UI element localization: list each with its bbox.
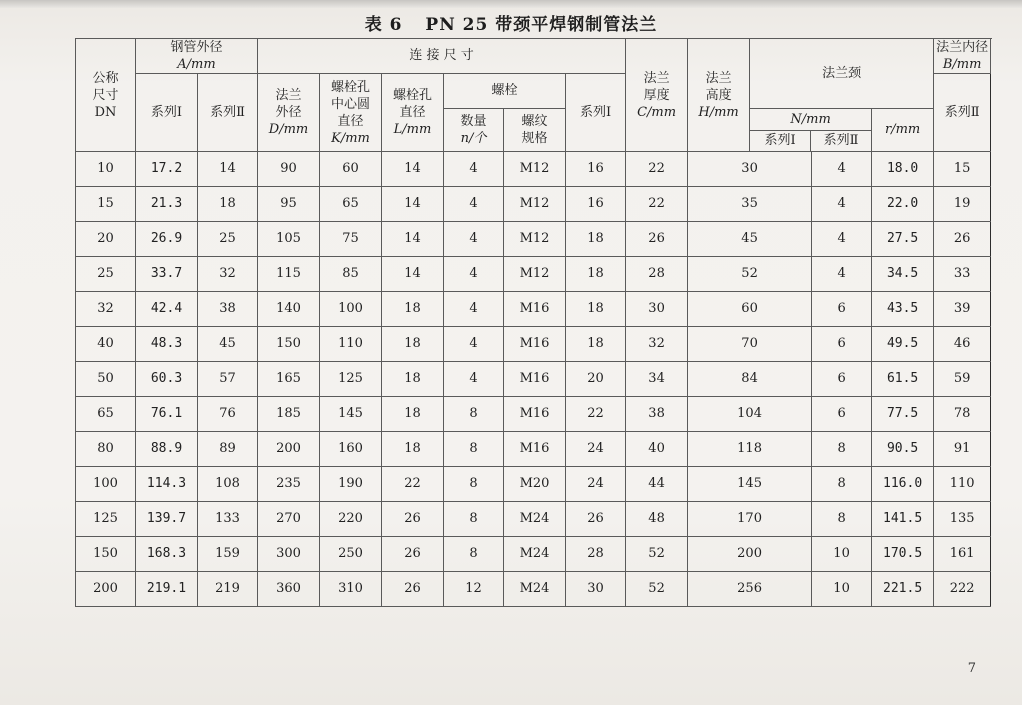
- cell-dn: 32: [76, 292, 136, 327]
- cell-pipe-od-series-2: 108: [198, 467, 258, 502]
- cell-inner-diameter-series-1: 22.0: [872, 187, 934, 222]
- cell-thread-spec: M20: [504, 467, 566, 502]
- cell-neck-n: 70: [688, 327, 812, 362]
- cell-flange-od: 300: [258, 537, 320, 572]
- cell-bolt-quantity: 4: [444, 187, 504, 222]
- cell-neck-n: 45: [688, 222, 812, 257]
- cell-pipe-od-series-1: 88.9: [136, 432, 198, 467]
- cell-flange-od: 140: [258, 292, 320, 327]
- cell-flange-thickness: 18: [566, 327, 626, 362]
- cell-dn: 150: [76, 537, 136, 572]
- cell-inner-diameter-series-2: 161: [934, 537, 991, 572]
- scanned-top-edge: [0, 0, 1022, 8]
- cell-inner-diameter-series-2: 91: [934, 432, 991, 467]
- cell-neck-n: 145: [688, 467, 812, 502]
- cell-dn: 15: [76, 187, 136, 222]
- table-row: [76, 502, 991, 537]
- table-row: [76, 362, 991, 397]
- cell-bolt-circle: 220: [320, 502, 382, 537]
- cell-neck-r: 4: [812, 257, 872, 292]
- header-bolt-quantity-label: 数量: [460, 114, 487, 129]
- header-bolt: [444, 74, 566, 109]
- cell-flange-height: 22: [626, 187, 688, 222]
- cell-bolt-hole: 22: [382, 467, 444, 502]
- table-row: [76, 467, 991, 502]
- cell-flange-height: 32: [626, 327, 688, 362]
- cell-bolt-quantity: 12: [444, 572, 504, 607]
- header-connection-size: [258, 39, 626, 74]
- cell-inner-diameter-series-1: 90.5: [872, 432, 934, 467]
- cell-inner-diameter-series-1: 141.5: [872, 502, 934, 537]
- header-neck-n-series-cells: [750, 131, 871, 151]
- cell-pipe-od-series-2: 159: [198, 537, 258, 572]
- cell-flange-od: 95: [258, 187, 320, 222]
- cell-bolt-hole: 18: [382, 362, 444, 397]
- cell-bolt-circle: 85: [320, 257, 382, 292]
- cell-neck-n: 200: [688, 537, 812, 572]
- cell-flange-thickness: 22: [566, 397, 626, 432]
- cell-dn: 25: [76, 257, 136, 292]
- cell-bolt-quantity: 4: [444, 222, 504, 257]
- header-connection-size-label: 连 接 尺 寸: [409, 48, 474, 63]
- cell-dn: 100: [76, 467, 136, 502]
- cell-inner-diameter-series-1: 34.5: [872, 257, 934, 292]
- cell-inner-diameter-series-2: 15: [934, 152, 991, 187]
- cell-inner-diameter-series-1: 61.5: [872, 362, 934, 397]
- cell-inner-diameter-series-2: 110: [934, 467, 991, 502]
- cell-thread-spec: M16: [504, 327, 566, 362]
- cell-inner-diameter-series-2: 78: [934, 397, 991, 432]
- cell-flange-thickness: 24: [566, 467, 626, 502]
- cell-bolt-hole: 18: [382, 432, 444, 467]
- cell-neck-r: 6: [812, 362, 872, 397]
- cell-inner-diameter-series-1: 49.5: [872, 327, 934, 362]
- cell-neck-r: 6: [812, 292, 872, 327]
- cell-flange-od: 165: [258, 362, 320, 397]
- cell-bolt-quantity: 8: [444, 502, 504, 537]
- cell-bolt-hole: 26: [382, 537, 444, 572]
- cell-inner-diameter-series-1: 77.5: [872, 397, 934, 432]
- table-row: [76, 292, 991, 327]
- cell-neck-r: 4: [812, 222, 872, 257]
- header-inner-diameter-unit: B/mm: [942, 57, 982, 72]
- cell-bolt-quantity: 8: [444, 432, 504, 467]
- cell-inner-diameter-series-2: 135: [934, 502, 991, 537]
- header-neck-r-unit: r/mm: [884, 122, 921, 137]
- cell-pipe-od-series-1: 42.4: [136, 292, 198, 327]
- header-pipe-od-series-2-label: 系列Ⅱ: [210, 104, 245, 120]
- header-bolt-quantity: [444, 109, 504, 152]
- cell-neck-r: 8: [812, 502, 872, 537]
- header-flange-od-line2: 外径: [275, 105, 302, 120]
- cell-pipe-od-series-1: 60.3: [136, 362, 198, 397]
- cell-inner-diameter-series-2: 222: [934, 572, 991, 607]
- table-row: [76, 187, 991, 222]
- header-neck-n-series-2: [811, 131, 871, 151]
- cell-bolt-circle: 125: [320, 362, 382, 397]
- cell-flange-height: 52: [626, 537, 688, 572]
- cell-pipe-od-series-2: 32: [198, 257, 258, 292]
- header-flange-od-unit: D/mm: [268, 122, 309, 137]
- cell-inner-diameter-series-2: 19: [934, 187, 991, 222]
- table-row: [76, 222, 991, 257]
- cell-neck-r: 4: [812, 152, 872, 187]
- cell-thread-spec: M24: [504, 502, 566, 537]
- cell-dn: 40: [76, 327, 136, 362]
- cell-bolt-circle: 60: [320, 152, 382, 187]
- header-flange-od: [258, 74, 320, 152]
- table-row: [76, 327, 991, 362]
- table-row: [76, 537, 991, 572]
- cell-flange-height: 44: [626, 467, 688, 502]
- header-neck-n: [750, 109, 872, 152]
- page-number: 7: [967, 661, 976, 676]
- cell-pipe-od-series-2: 38: [198, 292, 258, 327]
- header-neck-n-series-1: [750, 131, 811, 151]
- cell-thread-spec: M16: [504, 362, 566, 397]
- table-row: [76, 152, 991, 187]
- cell-flange-height: 26: [626, 222, 688, 257]
- cell-thread-spec: M12: [504, 187, 566, 222]
- cell-inner-diameter-series-1: 43.5: [872, 292, 934, 327]
- header-bolt-circle-line2: 中心圆: [331, 96, 371, 112]
- cell-inner-diameter-series-1: 116.0: [872, 467, 934, 502]
- header-pipe-od-unit: A/mm: [177, 57, 216, 72]
- header-bolt-hole-line2: 直径: [399, 105, 426, 120]
- table-number: 表 6: [364, 15, 403, 35]
- cell-bolt-quantity: 4: [444, 292, 504, 327]
- header-pipe-od-label: 钢管外径: [170, 40, 223, 55]
- cell-flange-thickness: 24: [566, 432, 626, 467]
- cell-dn: 80: [76, 432, 136, 467]
- cell-flange-od: 360: [258, 572, 320, 607]
- header-flange-height: [688, 39, 750, 152]
- cell-flange-height: 48: [626, 502, 688, 537]
- cell-thread-spec: M24: [504, 537, 566, 572]
- cell-neck-r: 8: [812, 432, 872, 467]
- flange-dimensions-table: [75, 38, 991, 607]
- cell-neck-n: 256: [688, 572, 812, 607]
- cell-neck-n: 118: [688, 432, 812, 467]
- cell-bolt-hole: 18: [382, 327, 444, 362]
- header-nominal-size: [76, 39, 136, 152]
- cell-neck-n: 104: [688, 397, 812, 432]
- cell-flange-thickness: 16: [566, 187, 626, 222]
- header-neck-n-series-1-label: 系列Ⅰ: [764, 133, 796, 148]
- cell-inner-diameter-series-1: 170.5: [872, 537, 934, 572]
- header-inner-diameter-series-2-label: 系列Ⅱ: [944, 104, 980, 120]
- cell-inner-diameter-series-2: 26: [934, 222, 991, 257]
- cell-neck-r: 6: [812, 327, 872, 362]
- cell-bolt-hole: 14: [382, 187, 444, 222]
- cell-bolt-circle: 310: [320, 572, 382, 607]
- header-flange-height-line1: 法兰: [705, 70, 732, 86]
- header-pipe-od-series-1-label: 系列Ⅰ: [150, 104, 183, 120]
- header-bolt-circle-line1: 螺栓孔: [331, 79, 371, 95]
- cell-pipe-od-series-1: 26.9: [136, 222, 198, 257]
- header-flange-height-line2: 高度: [705, 87, 732, 103]
- cell-dn: 10: [76, 152, 136, 187]
- cell-bolt-quantity: 8: [444, 537, 504, 572]
- cell-dn: 65: [76, 397, 136, 432]
- cell-bolt-circle: 100: [320, 292, 382, 327]
- cell-bolt-hole: 18: [382, 397, 444, 432]
- cell-bolt-circle: 190: [320, 467, 382, 502]
- cell-flange-thickness: 26: [566, 502, 626, 537]
- cell-pipe-od-series-2: 76: [198, 397, 258, 432]
- cell-bolt-quantity: 4: [444, 327, 504, 362]
- header-thread-spec-line1: 螺纹: [521, 114, 548, 129]
- cell-pipe-od-series-2: 219: [198, 572, 258, 607]
- header-bolt-quantity-unit: n/个: [460, 131, 487, 146]
- cell-neck-n: 52: [688, 257, 812, 292]
- table-row: [76, 432, 991, 467]
- header-flange-thickness-line1: 法兰: [643, 70, 670, 86]
- cell-bolt-quantity: 4: [444, 152, 504, 187]
- cell-flange-thickness: 20: [566, 362, 626, 397]
- cell-pipe-od-series-2: 25: [198, 222, 258, 257]
- header-bolt-hole-line1: 螺栓孔: [393, 88, 433, 103]
- header-inner-diameter: [934, 39, 991, 74]
- cell-neck-r: 10: [812, 572, 872, 607]
- cell-pipe-od-series-1: 76.1: [136, 397, 198, 432]
- header-pipe-od: [136, 39, 258, 74]
- header-neck-r: [872, 109, 934, 152]
- cell-neck-n: 60: [688, 292, 812, 327]
- header-flange-thickness-line2: 厚度: [643, 87, 670, 103]
- cell-pipe-od-series-1: 33.7: [136, 257, 198, 292]
- cell-thread-spec: M16: [504, 397, 566, 432]
- cell-dn: 200: [76, 572, 136, 607]
- header-inner-diameter-label: 法兰内径: [936, 40, 989, 55]
- header-inner-diameter-series-2: [934, 74, 991, 152]
- header-bolt-circle-line3: 直径: [337, 113, 364, 129]
- cell-dn: 125: [76, 502, 136, 537]
- header-nominal-size-label: 公称尺寸DN: [92, 70, 119, 120]
- cell-neck-r: 10: [812, 537, 872, 572]
- table-caption: PN 25 带颈平焊钢制管法兰: [425, 15, 658, 35]
- cell-flange-od: 200: [258, 432, 320, 467]
- cell-bolt-quantity: 4: [444, 362, 504, 397]
- cell-bolt-quantity: 8: [444, 397, 504, 432]
- header-thread-spec: [504, 109, 566, 152]
- cell-flange-height: 22: [626, 152, 688, 187]
- cell-bolt-hole: 18: [382, 292, 444, 327]
- cell-thread-spec: M16: [504, 292, 566, 327]
- cell-neck-r: 4: [812, 187, 872, 222]
- cell-pipe-od-series-2: 18: [198, 187, 258, 222]
- cell-bolt-circle: 160: [320, 432, 382, 467]
- table-row: [76, 572, 991, 607]
- cell-flange-thickness: 28: [566, 537, 626, 572]
- header-flange-od-line1: 法兰: [275, 88, 302, 103]
- flange-table-container: [75, 38, 990, 607]
- cell-pipe-od-series-1: 219.1: [136, 572, 198, 607]
- cell-neck-r: 8: [812, 467, 872, 502]
- header-flange-neck-label: 法兰颈: [822, 65, 862, 81]
- table-row: [76, 397, 991, 432]
- cell-pipe-od-series-2: 45: [198, 327, 258, 362]
- header-pipe-od-series-2: [198, 74, 258, 152]
- cell-neck-n: 170: [688, 502, 812, 537]
- cell-flange-od: 185: [258, 397, 320, 432]
- cell-pipe-od-series-1: 168.3: [136, 537, 198, 572]
- cell-pipe-od-series-1: 48.3: [136, 327, 198, 362]
- cell-bolt-hole: 14: [382, 257, 444, 292]
- cell-thread-spec: M24: [504, 572, 566, 607]
- cell-dn: 20: [76, 222, 136, 257]
- cell-inner-diameter-series-2: 46: [934, 327, 991, 362]
- cell-flange-od: 235: [258, 467, 320, 502]
- table-title: [0, 10, 1022, 35]
- header-neck-n-unit-cell: [750, 109, 871, 131]
- table-row: [76, 257, 991, 292]
- cell-inner-diameter-series-1: 27.5: [872, 222, 934, 257]
- cell-flange-od: 150: [258, 327, 320, 362]
- header-bolt-hole: [382, 74, 444, 152]
- cell-dn: 50: [76, 362, 136, 397]
- cell-bolt-hole: 14: [382, 152, 444, 187]
- cell-bolt-hole: 26: [382, 572, 444, 607]
- cell-inner-diameter-series-1: 221.5: [872, 572, 934, 607]
- cell-flange-height: 30: [626, 292, 688, 327]
- cell-flange-thickness: 18: [566, 257, 626, 292]
- cell-inner-diameter-series-2: 33: [934, 257, 991, 292]
- cell-thread-spec: M12: [504, 152, 566, 187]
- header-bolt-circle-unit: K/mm: [331, 130, 370, 146]
- header-bolt-circle: [320, 74, 382, 152]
- header-inner-diameter-series-1-label: 系列Ⅰ: [579, 104, 612, 120]
- header-flange-thickness-unit: C/mm: [637, 104, 677, 120]
- cell-bolt-quantity: 8: [444, 467, 504, 502]
- cell-flange-od: 270: [258, 502, 320, 537]
- header-bolt-label: 螺栓: [491, 83, 518, 98]
- header-neck-n-unit: N/mm: [790, 112, 831, 127]
- cell-neck-n: 30: [688, 152, 812, 187]
- cell-flange-thickness: 30: [566, 572, 626, 607]
- cell-pipe-od-series-1: 114.3: [136, 467, 198, 502]
- header-flange-neck: [750, 39, 934, 109]
- cell-inner-diameter-series-1: 18.0: [872, 152, 934, 187]
- cell-bolt-hole: 14: [382, 222, 444, 257]
- cell-bolt-hole: 26: [382, 502, 444, 537]
- cell-flange-height: 40: [626, 432, 688, 467]
- header-inner-diameter-series-1: [566, 74, 626, 152]
- cell-pipe-od-series-1: 17.2: [136, 152, 198, 187]
- cell-bolt-circle: 75: [320, 222, 382, 257]
- header-neck-n-series-2-label: 系列Ⅱ: [823, 133, 859, 148]
- cell-flange-thickness: 16: [566, 152, 626, 187]
- header-bolt-hole-unit: L/mm: [393, 122, 432, 137]
- header-flange-thickness: [626, 39, 688, 152]
- cell-inner-diameter-series-2: 59: [934, 362, 991, 397]
- cell-thread-spec: M12: [504, 222, 566, 257]
- cell-bolt-circle: 145: [320, 397, 382, 432]
- cell-bolt-quantity: 4: [444, 257, 504, 292]
- cell-pipe-od-series-2: 89: [198, 432, 258, 467]
- header-flange-height-unit: H/mm: [698, 104, 739, 120]
- header-thread-spec-line2: 规格: [521, 131, 548, 146]
- cell-neck-n: 35: [688, 187, 812, 222]
- cell-bolt-circle: 250: [320, 537, 382, 572]
- cell-neck-n: 84: [688, 362, 812, 397]
- cell-bolt-circle: 65: [320, 187, 382, 222]
- cell-flange-thickness: 18: [566, 292, 626, 327]
- cell-flange-height: 52: [626, 572, 688, 607]
- cell-flange-od: 115: [258, 257, 320, 292]
- cell-pipe-od-series-2: 14: [198, 152, 258, 187]
- cell-flange-od: 90: [258, 152, 320, 187]
- cell-pipe-od-series-2: 57: [198, 362, 258, 397]
- cell-flange-height: 38: [626, 397, 688, 432]
- table-body: [76, 152, 991, 607]
- cell-pipe-od-series-1: 21.3: [136, 187, 198, 222]
- cell-neck-r: 6: [812, 397, 872, 432]
- cell-flange-thickness: 18: [566, 222, 626, 257]
- cell-thread-spec: M12: [504, 257, 566, 292]
- cell-inner-diameter-series-2: 39: [934, 292, 991, 327]
- cell-thread-spec: M16: [504, 432, 566, 467]
- cell-pipe-od-series-1: 139.7: [136, 502, 198, 537]
- cell-flange-height: 28: [626, 257, 688, 292]
- cell-flange-height: 34: [626, 362, 688, 397]
- cell-pipe-od-series-2: 133: [198, 502, 258, 537]
- cell-flange-od: 105: [258, 222, 320, 257]
- cell-bolt-circle: 110: [320, 327, 382, 362]
- header-pipe-od-series-1: [136, 74, 198, 152]
